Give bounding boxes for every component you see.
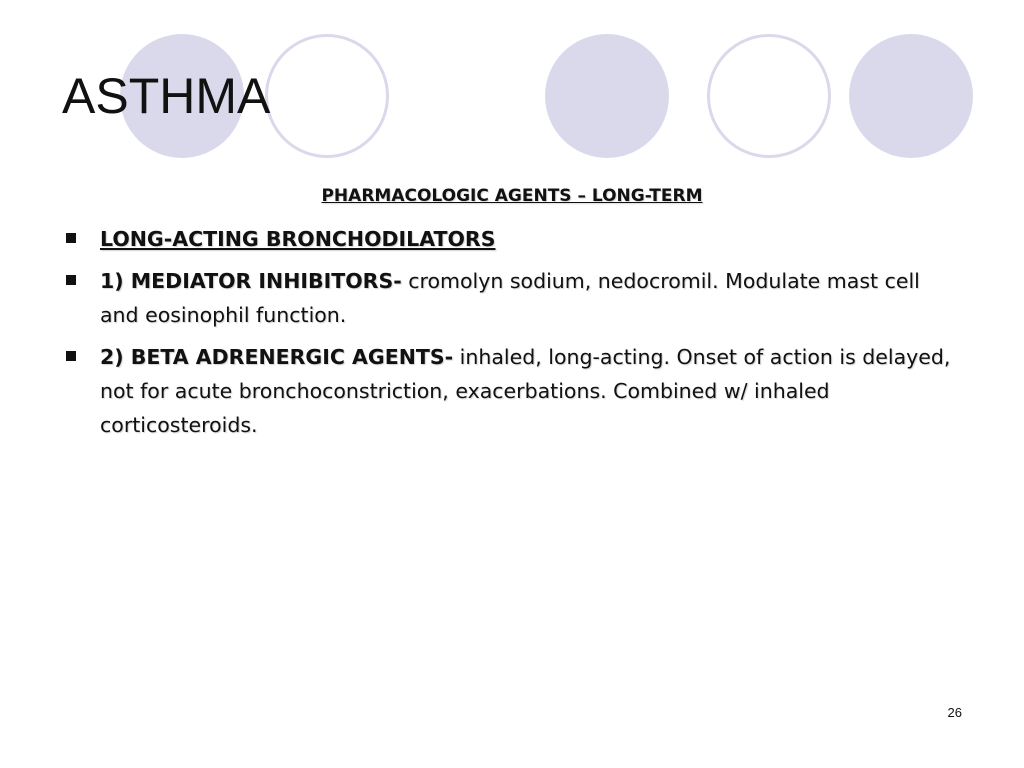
bullet-lead: LONG-ACTING BRONCHODILATORS <box>100 227 496 251</box>
bullet-item <box>62 222 962 256</box>
square-bullet-icon <box>66 233 76 243</box>
decorative-circle-filled <box>545 34 669 158</box>
decorative-circle-filled <box>849 34 973 158</box>
bullet-lead: 2) BETA ADRENERGIC AGENTS- <box>100 345 454 369</box>
square-bullet-icon <box>66 275 76 285</box>
decorative-circle-outline <box>707 34 831 158</box>
bullet-list <box>62 222 962 450</box>
bullet-text: cromolyn sodium, nedocromil. Modulate mast cell and eosinophil function. <box>100 269 920 327</box>
decorative-circle-outline <box>265 34 389 158</box>
page-number: 26 <box>947 705 962 720</box>
bullet-text: inhaled, long-acting. Onset of action is delayed, not for acute bronchoconstriction, exacerbations. Combined w/ inhaled corticosteroids. <box>100 345 951 437</box>
slide-title: ASTHMA <box>62 68 271 124</box>
bullet-item <box>62 264 962 332</box>
square-bullet-icon <box>66 351 76 361</box>
slide-subheading: PHARMACOLOGIC AGENTS – LONG-TERM <box>321 186 703 206</box>
bullet-lead: 1) MEDIATOR INHIBITORS- <box>100 269 402 293</box>
bullet-item <box>62 340 962 442</box>
